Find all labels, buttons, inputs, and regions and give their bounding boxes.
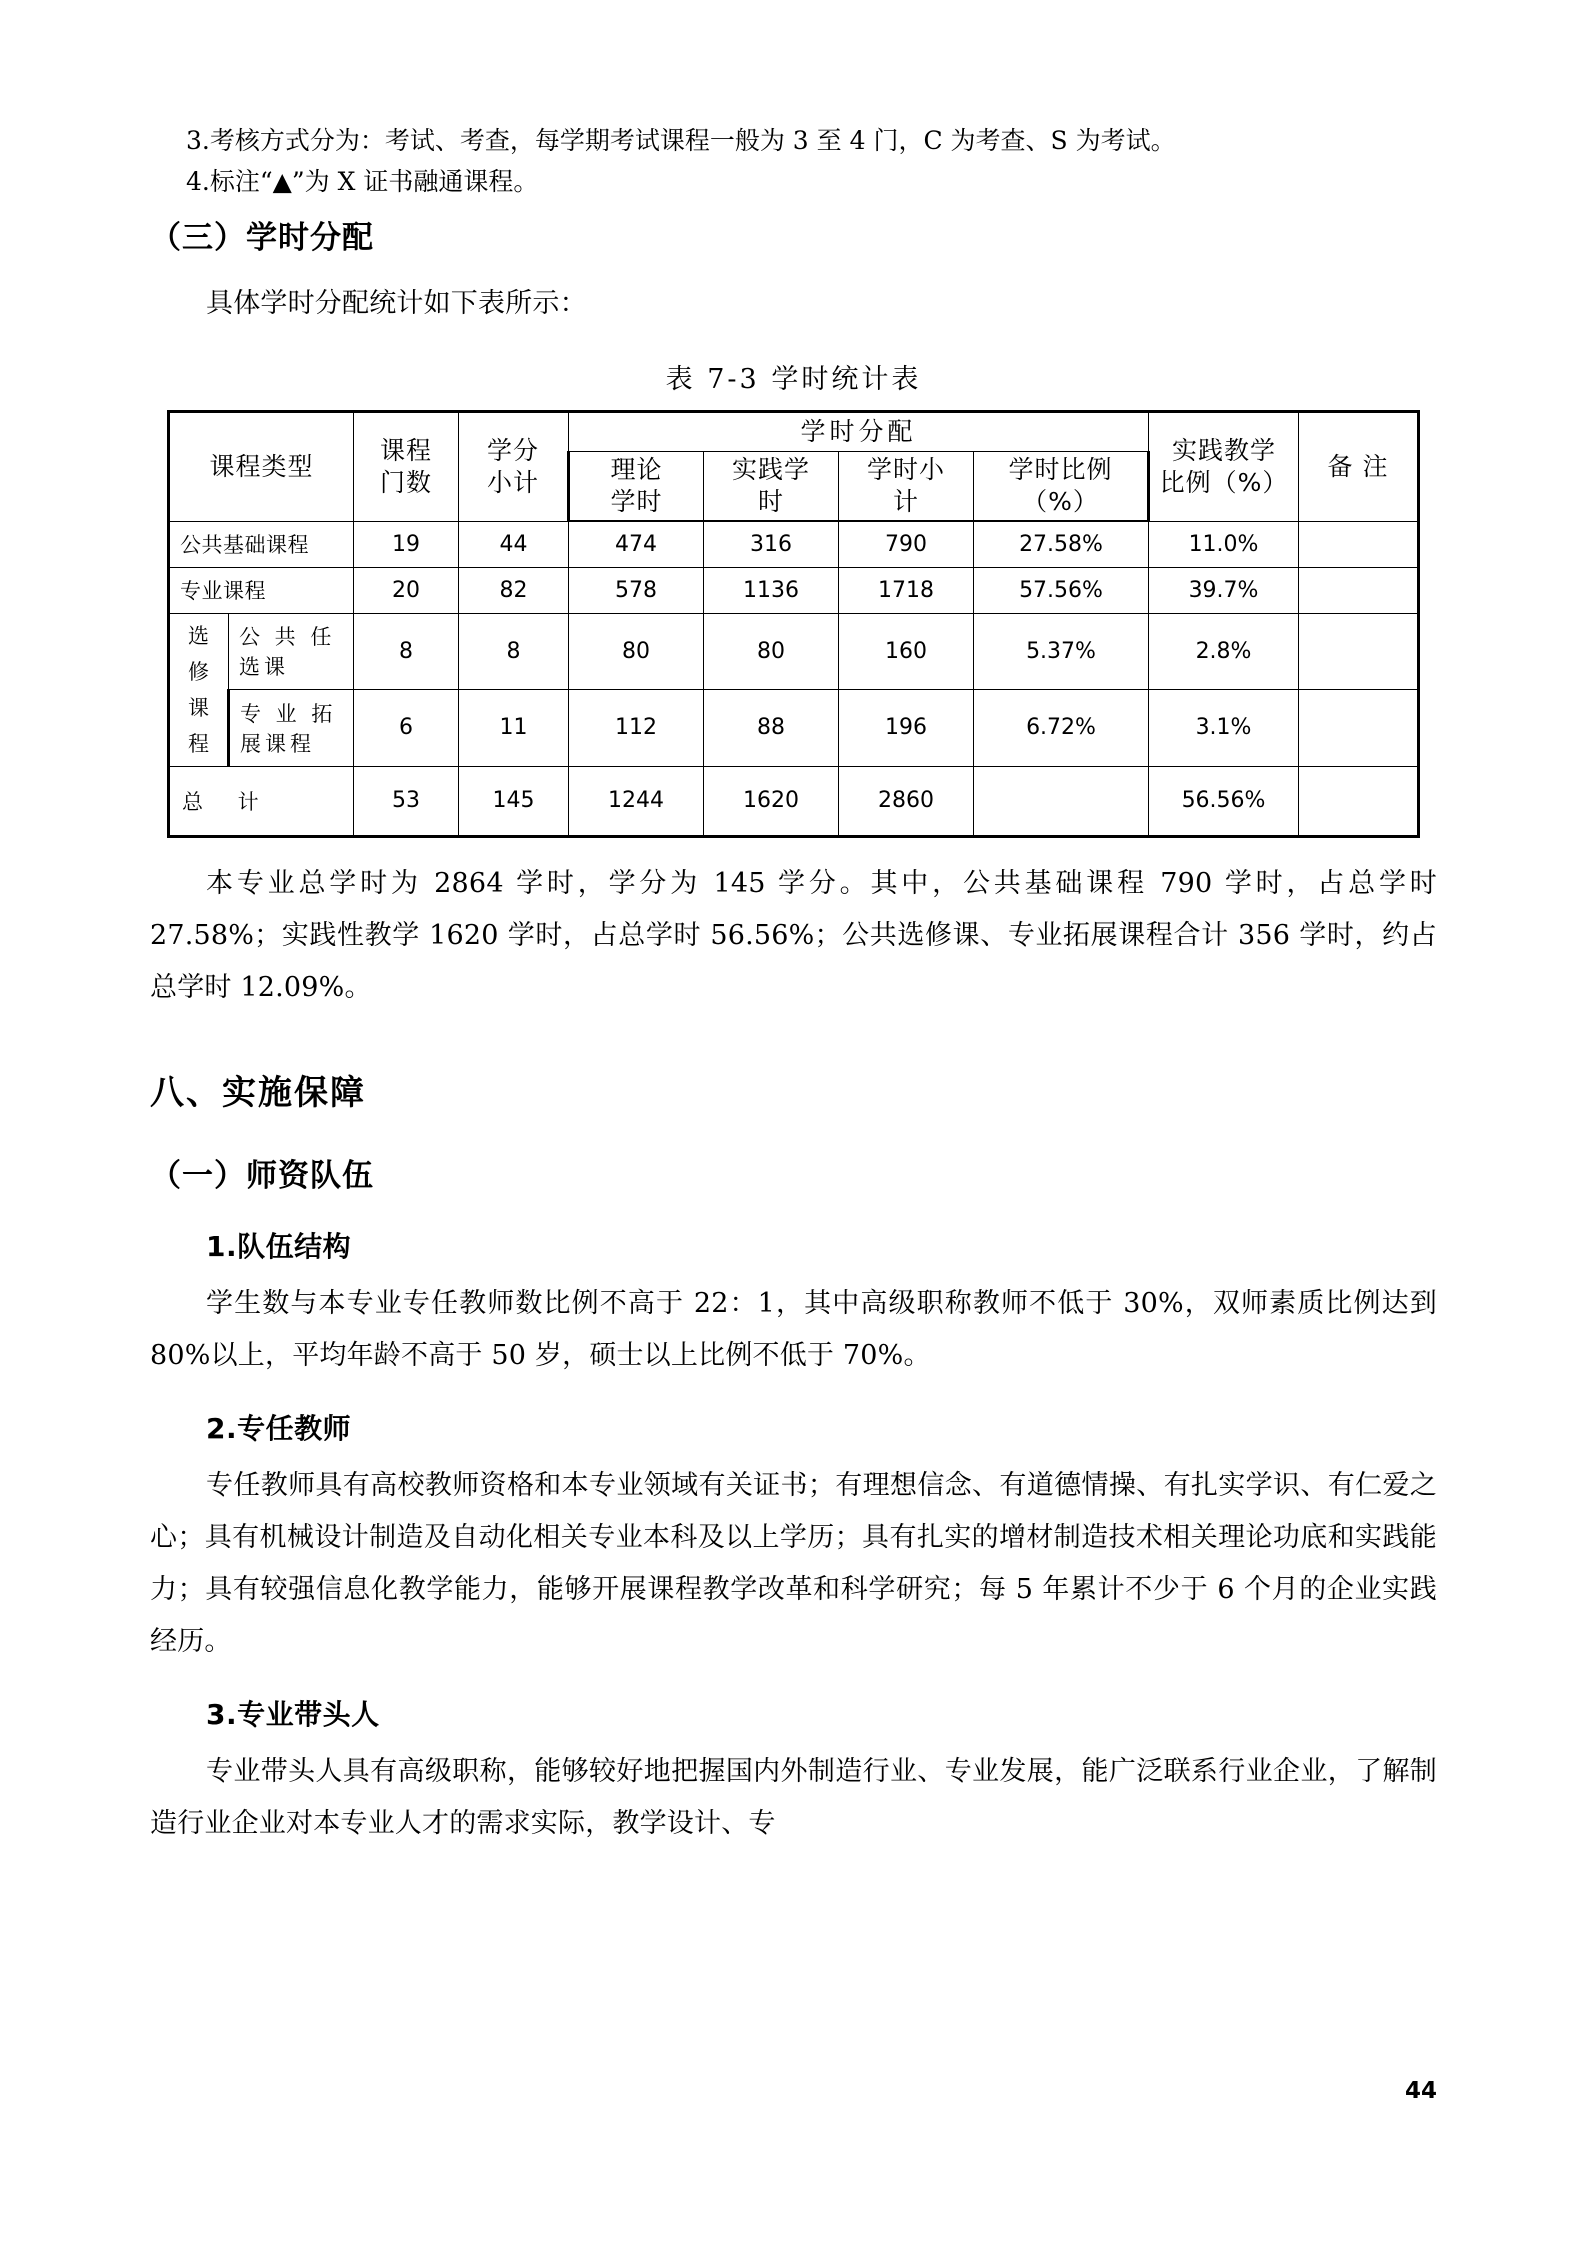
header-theory-hours (569, 452, 704, 522)
row-label-major-course: 专业课程 (168, 567, 353, 613)
row-label-major-extension: 专 业 拓展课程 (228, 690, 353, 767)
cell-practice: 80 (704, 613, 839, 690)
cell-count: 20 (354, 567, 459, 613)
cell-ratio: 5.37% (974, 613, 1149, 690)
item-body-team-structure: 学生数与本专业专任教师数比例不高于 22：1，其中高级职称教师不低于 30%，双师素质比例达到 80%以上，平均年龄不高于 50 岁，硕士以上比例不低于 70%。 (150, 1287, 1437, 1371)
item-body-full-time-teachers: 专任教师具有高校教师资格和本专业领域有关证书；有理想信念、有道德情操、有扎实学识、有仁爱之心；具有机械设计制造及自动化相关专业本科及以上学历；具有扎实的增材制造技术相关理论功底和实践能力；具有较强信息化教学能力，能够开展课程教学改革和科学研究；每 5 年累计不少于 6 个月的企业实践经历。 (150, 1469, 1437, 1657)
total-count: 53 (354, 766, 459, 836)
elective-char-4: 程 (187, 731, 209, 756)
item-heading-program-leader: 3.专业带头人 (206, 1697, 380, 1731)
total-theory: 1244 (569, 766, 704, 836)
row-label-public-elective: 公 共 任选课 (228, 613, 353, 690)
header-ratio-line1: 学时比例 (1008, 455, 1113, 484)
cell-theory: 112 (569, 690, 704, 767)
header-practical-ratio-line2: 比例（%） (1159, 467, 1289, 497)
cell-remark (1299, 567, 1419, 613)
header-credit-subtotal (459, 412, 569, 522)
cell-subtotal: 790 (839, 521, 974, 567)
elective-char-3: 课 (187, 695, 209, 720)
intro-text: 具体学时分配统计如下表所示： (206, 288, 587, 319)
chapter-heading-implementation: 八、实施保障 (150, 1072, 366, 1113)
cell-count: 6 (354, 690, 459, 767)
header-credit-subtotal-line2: 小计 (486, 467, 539, 497)
section-heading-hour-allocation: （三）学时分配 (150, 220, 374, 256)
cell-credits: 44 (459, 521, 569, 567)
total-subtotal: 2860 (839, 766, 974, 836)
page-content (150, 0, 1437, 1850)
table-header-row-1 (168, 412, 1418, 452)
cell-ratio: 27.58% (974, 521, 1149, 567)
cell-count: 8 (354, 613, 459, 690)
header-remark: 备 注 (1299, 412, 1419, 522)
header-subtotal-line2: 计 (892, 487, 919, 516)
cell-practical-ratio: 11.0% (1149, 521, 1299, 567)
header-course-count (354, 412, 459, 522)
total-practical-ratio: 56.56% (1149, 766, 1299, 836)
table-caption: 表 7-3 学时统计表 (665, 364, 922, 395)
summary-paragraph: 本专业总学时为 2864 学时，学分为 145 学分。其中，公共基础课程 790 学时，占总学时 27.58%；实践性教学 1620 学时，占总学时 56.56%；公共选修课、专业拓展课程合计 356 学时，约占总学时 12.09%。 (150, 867, 1437, 1003)
cell-credits: 8 (459, 613, 569, 690)
item-heading-full-time-teachers: 2.专任教师 (206, 1411, 352, 1445)
header-hours-subtotal (839, 452, 974, 522)
total-ratio (974, 766, 1149, 836)
cell-subtotal: 160 (839, 613, 974, 690)
header-hours-ratio (974, 452, 1149, 522)
cell-remark (1299, 521, 1419, 567)
cell-remark (1299, 613, 1419, 690)
table-total-row (168, 766, 1418, 836)
hour-statistics-table (167, 410, 1420, 838)
header-ratio-line2: （%） (1022, 487, 1099, 516)
cell-practical-ratio: 2.8% (1149, 613, 1299, 690)
header-practice-line1: 实践学 (731, 455, 810, 484)
table-row (168, 567, 1418, 613)
elective-char-2: 修 (187, 659, 209, 684)
header-theory-line2: 学时 (610, 487, 663, 516)
cell-count: 19 (354, 521, 459, 567)
cell-theory: 474 (569, 521, 704, 567)
cell-practical-ratio: 3.1% (1149, 690, 1299, 767)
table-row (168, 521, 1418, 567)
total-credits: 145 (459, 766, 569, 836)
row-label-total: 总 计 (168, 766, 353, 836)
row-label-public-basic: 公共基础课程 (168, 521, 353, 567)
cell-ratio: 57.56% (974, 567, 1149, 613)
table-row (168, 613, 1418, 690)
cell-practice: 1136 (704, 567, 839, 613)
cell-credits: 82 (459, 567, 569, 613)
cell-theory: 578 (569, 567, 704, 613)
header-hours-allocation-group: 学时分配 (569, 412, 1149, 452)
page-number: 44 (1404, 2078, 1437, 2104)
note-line-3: 3.考核方式分为：考试、考查，每学期考试课程一般为 3 至 4 门，C 为考查、S 为考试。 (186, 126, 1176, 155)
header-course-count-line2: 门数 (379, 467, 432, 497)
header-practice-hours (704, 452, 839, 522)
total-remark (1299, 766, 1419, 836)
cell-subtotal: 196 (839, 690, 974, 767)
elective-char-1: 选 (187, 623, 209, 648)
row-group-label-elective (168, 613, 228, 766)
header-theory-line1: 理论 (610, 455, 663, 484)
cell-subtotal: 1718 (839, 567, 974, 613)
table-row (168, 690, 1418, 767)
header-practical-ratio-line1: 实践教学 (1172, 435, 1277, 465)
cell-theory: 80 (569, 613, 704, 690)
cell-ratio: 6.72% (974, 690, 1149, 767)
item-body-program-leader: 专业带头人具有高级职称，能够较好地把握国内外制造行业、专业发展，能广泛联系行业企业，了解制造行业企业对本专业人才的需求实际，教学设计、专 (150, 1755, 1437, 1839)
item-heading-team-structure: 1.队伍结构 (206, 1229, 352, 1263)
total-practice: 1620 (704, 766, 839, 836)
header-course-count-line1: 课程 (379, 435, 432, 465)
header-credit-subtotal-line1: 学分 (486, 435, 539, 465)
header-subtotal-line1: 学时小 (866, 455, 945, 484)
cell-practical-ratio: 39.7% (1149, 567, 1299, 613)
header-practice-line2: 时 (757, 487, 784, 516)
header-course-type: 课程类型 (168, 412, 353, 522)
cell-practice: 316 (704, 521, 839, 567)
header-practical-teaching-ratio (1149, 412, 1299, 522)
note-line-4: 4.标注“▲”为 X 证书融通课程。 (186, 167, 539, 196)
cell-practice: 88 (704, 690, 839, 767)
cell-remark (1299, 690, 1419, 767)
cell-credits: 11 (459, 690, 569, 767)
subsection-heading-faculty: （一）师资队伍 (150, 1157, 374, 1194)
